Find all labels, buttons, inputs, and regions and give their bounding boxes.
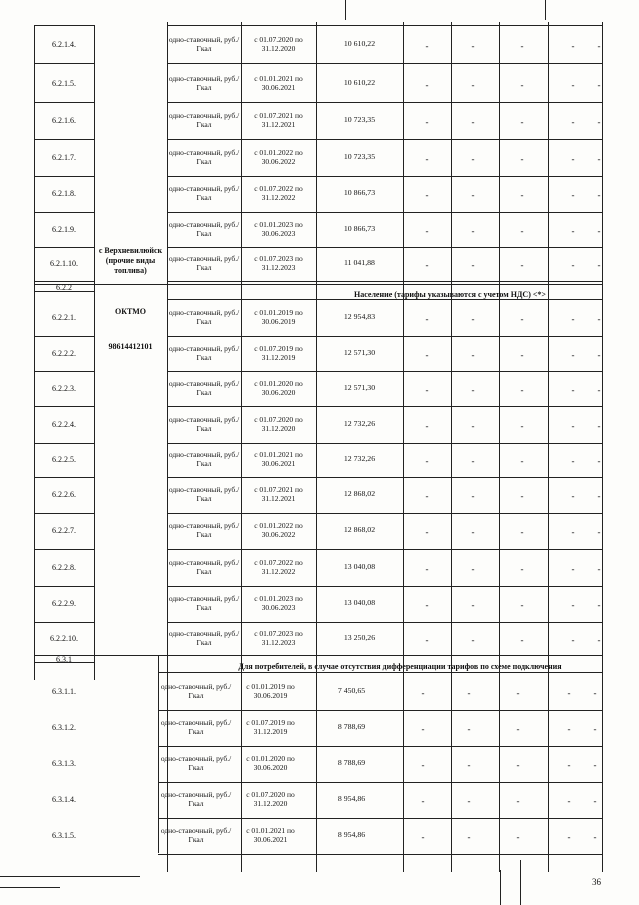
- empty-cell-dash: -: [571, 314, 575, 324]
- section-line: [167, 299, 602, 300]
- section-header: Для потребителей, в случае отсутствия дифференциации тарифов по схеме подключения: [238, 662, 562, 671]
- oktmo-value: 98614412101: [108, 342, 153, 351]
- section-number: 6.3.1: [56, 655, 72, 664]
- scan-line: [345, 0, 346, 20]
- num-divider: [34, 477, 94, 478]
- tariff-type: одно-ставочный, руб./Гкал: [168, 110, 240, 129]
- empty-cell-dash: -: [471, 260, 475, 270]
- tariff-period: с 01.07.2020 по 31.12.2020: [246, 790, 295, 808]
- empty-cell-dash: -: [516, 760, 520, 770]
- row-divider: [158, 710, 602, 711]
- empty-cell-dash: -: [571, 225, 575, 236]
- empty-cell-dash: -: [425, 116, 429, 127]
- tariff-period: с 01.07.2023 по 31.12.2023: [254, 254, 303, 272]
- empty-cell-dash: -: [520, 600, 524, 610]
- empty-cell-dash: -: [520, 349, 524, 360]
- tariff-type: одно-ставочный, руб./Гкал: [168, 378, 240, 397]
- section-line: [34, 655, 602, 656]
- empty-cell-dash: -: [421, 760, 425, 770]
- table-col-line: [602, 22, 603, 872]
- empty-cell-dash: -: [571, 79, 575, 90]
- empty-cell-dash: -: [471, 600, 475, 610]
- table-col-line: [403, 22, 404, 872]
- empty-cell-dash: -: [597, 600, 601, 610]
- empty-cell-dash: -: [467, 832, 471, 842]
- empty-cell-dash: -: [571, 349, 575, 360]
- empty-cell-dash: -: [471, 491, 475, 501]
- row-number: 6.2.2.10.: [50, 633, 78, 643]
- scan-line: [0, 887, 60, 888]
- empty-cell-dash: -: [520, 634, 524, 645]
- tariff-value: 11 041,88: [344, 258, 375, 267]
- empty-cell-dash: -: [593, 724, 597, 734]
- tariff-value: 13 250,26: [343, 632, 376, 642]
- tariff-period: с 01.01.2019 по 30.06.2019: [254, 308, 303, 326]
- num-top-border: [34, 25, 94, 26]
- empty-cell-dash: -: [425, 456, 429, 466]
- empty-cell-dash: -: [516, 724, 520, 734]
- empty-cell-dash: -: [425, 40, 429, 51]
- empty-cell-dash: -: [467, 796, 471, 806]
- empty-cell-dash: -: [425, 314, 429, 324]
- empty-cell-dash: -: [567, 832, 571, 842]
- empty-cell-dash: -: [571, 456, 575, 466]
- row-number: 6.3.1.1.: [52, 686, 76, 696]
- empty-cell-dash: -: [597, 40, 601, 51]
- empty-cell-dash: -: [520, 260, 524, 270]
- region-label: с Верхневилюйск (прочие виды топлива): [98, 246, 163, 275]
- num-divider: [34, 63, 94, 64]
- empty-cell-dash: -: [593, 796, 597, 806]
- tariff-period: с 01.07.2020 по 31.12.2020: [254, 34, 303, 53]
- empty-cell-dash: -: [467, 760, 471, 770]
- empty-cell-dash: -: [471, 314, 475, 324]
- tariff-period: с 01.01.2022 по 30.06.2022: [254, 521, 303, 539]
- empty-cell-dash: -: [567, 687, 571, 698]
- tariff-type: одно-ставочный, руб./Гкал: [168, 34, 240, 53]
- scan-line: [520, 860, 521, 905]
- row-number: 6.3.1.4.: [52, 795, 76, 804]
- empty-cell-dash: -: [520, 190, 524, 200]
- empty-cell-dash: -: [597, 634, 601, 645]
- page-number: 36: [592, 877, 601, 887]
- tariff-value: 12 868,02: [343, 525, 376, 534]
- tariff-value: 7 450,65: [337, 685, 366, 695]
- row-number: 6.2.2.7.: [52, 526, 76, 535]
- tariff-period: с 01.01.2021 по 30.06.2021: [254, 450, 303, 468]
- row-divider: [167, 622, 602, 623]
- num-divider: [34, 586, 94, 587]
- table-top-border: [167, 25, 602, 26]
- tariff-type: одно-ставочный, руб./Гкал: [168, 450, 240, 468]
- num-divider: [34, 443, 94, 444]
- row-number: 6.3.1.5.: [52, 831, 76, 840]
- row-number: 6.2.1.4.: [52, 39, 76, 49]
- row-divider: [167, 212, 602, 213]
- tariff-value: 12 571,30: [343, 382, 376, 392]
- empty-cell-dash: -: [471, 154, 475, 164]
- tariff-value: 10 723,35: [343, 152, 376, 161]
- tariff-type: одно-ставочный, руб./Гкал: [160, 826, 232, 844]
- tariff-period: с 01.01.2020 по 30.06.2020: [246, 754, 295, 772]
- empty-cell-dash: -: [425, 260, 429, 270]
- num-divider: [34, 549, 94, 550]
- empty-cell-dash: -: [421, 796, 425, 806]
- tariff-type: одно-ставочный, руб./Гкал: [168, 485, 240, 503]
- row-divider: [167, 477, 602, 478]
- empty-cell-dash: -: [471, 384, 475, 395]
- tariff-type: одно-ставочный, руб./Гкал: [168, 148, 240, 166]
- empty-cell-dash: -: [516, 832, 520, 842]
- empty-cell-dash: -: [520, 314, 524, 324]
- row-number: 6.2.2.5.: [52, 455, 76, 464]
- scan-line: [0, 876, 140, 877]
- tariff-value: 10 610,22: [343, 77, 376, 87]
- row-divider: [158, 854, 602, 855]
- num-divider: [34, 406, 94, 407]
- tariff-period: с 01.01.2022 по 30.06.2022: [254, 148, 303, 166]
- empty-cell-dash: -: [597, 384, 601, 395]
- empty-cell-dash: -: [520, 225, 524, 236]
- tariff-value: 13 040,08: [343, 561, 376, 571]
- tariff-value: 8 954,86: [337, 794, 366, 803]
- empty-cell-dash: -: [520, 384, 524, 395]
- table-col-line: [451, 22, 452, 872]
- empty-cell-dash: -: [520, 420, 524, 431]
- empty-cell-dash: -: [597, 314, 601, 324]
- num-divider: [34, 622, 94, 623]
- empty-cell-dash: -: [597, 563, 601, 574]
- tariff-type: одно-ставочный, руб./Гкал: [168, 219, 240, 238]
- row-divider: [158, 746, 602, 747]
- empty-cell-dash: -: [571, 116, 575, 127]
- tariff-type: одно-ставочный, руб./Гкал: [168, 557, 240, 576]
- tariff-period: с 01.07.2019 по 31.12.2019: [246, 718, 295, 736]
- empty-cell-dash: -: [421, 724, 425, 734]
- tariff-type: одно-ставочный, руб./Гкал: [168, 308, 240, 326]
- tariff-value: 12 571,30: [343, 347, 376, 357]
- empty-cell-dash: -: [597, 260, 601, 270]
- tariff-type: одно-ставочный, руб./Гкал: [168, 521, 240, 539]
- tariff-value: 8 788,69: [337, 758, 366, 767]
- empty-cell-dash: -: [520, 527, 524, 537]
- empty-cell-dash: -: [571, 563, 575, 574]
- row-divider: [167, 513, 602, 514]
- tariff-type: одно-ставочный, руб./Гкал: [168, 628, 240, 647]
- tariff-value: 10 610,22: [343, 38, 376, 48]
- tariff-value: 10 866,73: [343, 188, 376, 197]
- empty-cell-dash: -: [520, 456, 524, 466]
- row-divider: [167, 247, 602, 248]
- row-number: 6.2.1.5.: [52, 78, 76, 88]
- empty-cell-dash: -: [425, 79, 429, 90]
- row-number: 6.2.2.3.: [52, 383, 76, 393]
- empty-cell-dash: -: [593, 832, 597, 842]
- row-number: 6.2.1.7.: [52, 153, 76, 162]
- tariff-type: одно-ставочный, руб./Гкал: [168, 73, 240, 92]
- empty-cell-dash: -: [571, 190, 575, 200]
- empty-cell-dash: -: [571, 600, 575, 610]
- empty-cell-dash: -: [520, 116, 524, 127]
- tariff-value: 8 954,86: [337, 830, 366, 839]
- row-divider: [167, 63, 602, 64]
- tariff-type: одно-ставочный, руб./Гкал: [160, 790, 232, 808]
- tariff-type: одно-ставочный, руб./Гкал: [168, 414, 240, 433]
- tariff-period: с 01.01.2023 по 30.06.2023: [254, 219, 303, 238]
- tariff-value: 12 732,26: [343, 454, 376, 463]
- section-line: [158, 672, 602, 673]
- row-number: 6.2.2.2.: [52, 348, 76, 358]
- table-col-line: [499, 22, 500, 872]
- empty-cell-dash: -: [597, 154, 601, 164]
- num-divider: [34, 513, 94, 514]
- empty-cell-dash: -: [425, 154, 429, 164]
- row-number: 6.2.1.6.: [52, 115, 76, 125]
- row-divider: [167, 176, 602, 177]
- empty-cell-dash: -: [571, 40, 575, 51]
- empty-cell-dash: -: [571, 420, 575, 431]
- empty-cell-dash: -: [597, 491, 601, 501]
- row-divider: [167, 549, 602, 550]
- empty-cell-dash: -: [471, 349, 475, 360]
- tariff-value: 10 723,35: [343, 114, 376, 124]
- empty-cell-dash: -: [425, 527, 429, 537]
- empty-cell-dash: -: [597, 225, 601, 236]
- empty-cell-dash: -: [471, 79, 475, 90]
- empty-cell-dash: -: [471, 527, 475, 537]
- num-divider: [34, 371, 94, 372]
- num-divider: [34, 139, 94, 140]
- num-divider: [34, 247, 94, 248]
- empty-cell-dash: -: [425, 384, 429, 395]
- empty-cell-dash: -: [425, 225, 429, 236]
- empty-cell-dash: -: [520, 79, 524, 90]
- section-header: Население (тарифы указываются с учетом НДС) <*>: [354, 290, 546, 299]
- empty-cell-dash: -: [467, 687, 471, 698]
- section-line: [34, 284, 602, 285]
- empty-cell-dash: -: [597, 527, 601, 537]
- table-col-line: [316, 22, 317, 872]
- row-number: 6.2.2.4.: [52, 419, 76, 429]
- empty-cell-dash: -: [571, 260, 575, 270]
- empty-cell-dash: -: [425, 491, 429, 501]
- row-divider: [167, 371, 602, 372]
- empty-cell-dash: -: [471, 190, 475, 200]
- row-number: 6.2.1.9.: [52, 224, 76, 234]
- tariff-value: 12 732,26: [343, 418, 376, 428]
- row-divider: [167, 281, 602, 282]
- row-number: 6.3.1.3.: [52, 759, 76, 768]
- empty-cell-dash: -: [471, 563, 475, 574]
- empty-cell-dash: -: [425, 420, 429, 431]
- scan-line: [500, 870, 501, 905]
- empty-cell-dash: -: [516, 796, 520, 806]
- tariff-value: 8 788,69: [337, 722, 366, 731]
- row-divider: [167, 586, 602, 587]
- empty-cell-dash: -: [597, 190, 601, 200]
- empty-cell-dash: -: [421, 832, 425, 842]
- row-divider: [167, 336, 602, 337]
- empty-cell-dash: -: [421, 687, 425, 698]
- empty-cell-dash: -: [425, 563, 429, 574]
- empty-cell-dash: -: [597, 79, 601, 90]
- empty-cell-dash: -: [567, 796, 571, 806]
- row-number: 6.2.2.1.: [52, 313, 76, 322]
- tariff-period: с 01.07.2019 по 31.12.2019: [254, 343, 303, 362]
- empty-cell-dash: -: [597, 116, 601, 127]
- empty-cell-dash: -: [425, 190, 429, 200]
- num-divider: [34, 212, 94, 213]
- tariff-period: с 01.01.2019 по 30.06.2019: [246, 681, 295, 700]
- num-divider: [34, 281, 94, 282]
- tariff-value: 10 866,73: [343, 223, 376, 233]
- tariff-period: с 01.07.2021 по 31.12.2021: [254, 110, 303, 129]
- empty-cell-dash: -: [471, 456, 475, 466]
- empty-cell-dash: -: [467, 724, 471, 734]
- empty-cell-dash: -: [571, 527, 575, 537]
- tariff-type: одно-ставочный, руб./Гкал: [168, 343, 240, 362]
- tariff-value: 12 954,83: [343, 312, 376, 321]
- empty-cell-dash: -: [425, 600, 429, 610]
- row-number: 6.2.2.6.: [52, 490, 76, 499]
- empty-cell-dash: -: [471, 225, 475, 236]
- empty-cell-dash: -: [471, 116, 475, 127]
- empty-cell-dash: -: [471, 634, 475, 645]
- empty-cell-dash: -: [593, 687, 597, 698]
- empty-cell-dash: -: [597, 349, 601, 360]
- tariff-type: одно-ставочный, руб./Гкал: [168, 184, 240, 202]
- empty-cell-dash: -: [520, 491, 524, 501]
- row-number: 6.2.2.9.: [52, 599, 76, 608]
- oktmo-label: ОКТМО: [114, 307, 147, 316]
- num-divider: [34, 336, 94, 337]
- tariff-period: с 01.01.2023 по 30.06.2023: [254, 594, 303, 612]
- empty-cell-dash: -: [520, 40, 524, 51]
- row-number: 6.2.1.8.: [52, 189, 76, 198]
- tariff-type: одно-ставочный, руб./Гкал: [168, 254, 240, 272]
- table-col-line: [548, 22, 549, 872]
- tariff-period: с 01.01.2021 по 30.06.2021: [254, 73, 303, 92]
- tariff-type: одно-ставочный, руб./Гкал: [160, 681, 232, 700]
- num-divider: [34, 176, 94, 177]
- tariff-period: с 01.07.2023 по 31.12.2023: [254, 628, 303, 647]
- empty-cell-dash: -: [425, 349, 429, 360]
- empty-cell-dash: -: [471, 40, 475, 51]
- tariff-period: с 01.07.2021 по 31.12.2021: [254, 485, 303, 503]
- tariff-period: с 01.07.2022 по 31.12.2022: [254, 557, 303, 576]
- empty-cell-dash: -: [471, 420, 475, 431]
- tariff-period: с 01.07.2020 по 31.12.2020: [254, 414, 303, 433]
- num-col-right-border: [94, 25, 95, 680]
- tariff-type: одно-ставочный, руб./Гкал: [168, 594, 240, 612]
- tariff-value: 13 040,08: [343, 598, 376, 607]
- empty-cell-dash: -: [597, 420, 601, 431]
- row-divider: [167, 139, 602, 140]
- num-divider: [34, 102, 94, 103]
- tariff-period: с 01.01.2020 по 30.06.2020: [254, 378, 303, 397]
- row-number: 6.2.2.8.: [52, 562, 76, 572]
- empty-cell-dash: -: [571, 634, 575, 645]
- row-divider: [158, 782, 602, 783]
- section-number: 6.2.2: [56, 283, 72, 292]
- scan-line: [545, 0, 546, 20]
- empty-cell-dash: -: [593, 760, 597, 770]
- empty-cell-dash: -: [520, 154, 524, 164]
- empty-cell-dash: -: [571, 491, 575, 501]
- empty-cell-dash: -: [567, 724, 571, 734]
- empty-cell-dash: -: [597, 456, 601, 466]
- row-divider: [167, 443, 602, 444]
- empty-cell-dash: -: [571, 384, 575, 395]
- tariff-type: одно-ставочный, руб./Гкал: [160, 718, 232, 736]
- empty-cell-dash: -: [567, 760, 571, 770]
- empty-cell-dash: -: [516, 687, 520, 698]
- row-divider: [167, 406, 602, 407]
- empty-cell-dash: -: [571, 154, 575, 164]
- row-number: 6.3.1.2.: [52, 723, 76, 732]
- tariff-period: с 01.07.2022 по 31.12.2022: [254, 184, 303, 202]
- tariff-value: 12 868,02: [343, 489, 376, 498]
- tariff-period: с 01.01.2021 по 30.06.2021: [246, 826, 295, 844]
- row-divider: [167, 102, 602, 103]
- empty-cell-dash: -: [425, 634, 429, 645]
- tariff-type: одно-ставочный, руб./Гкал: [160, 754, 232, 772]
- row-divider: [158, 818, 602, 819]
- row-number: 6.2.1.10.: [50, 259, 78, 268]
- empty-cell-dash: -: [520, 563, 524, 574]
